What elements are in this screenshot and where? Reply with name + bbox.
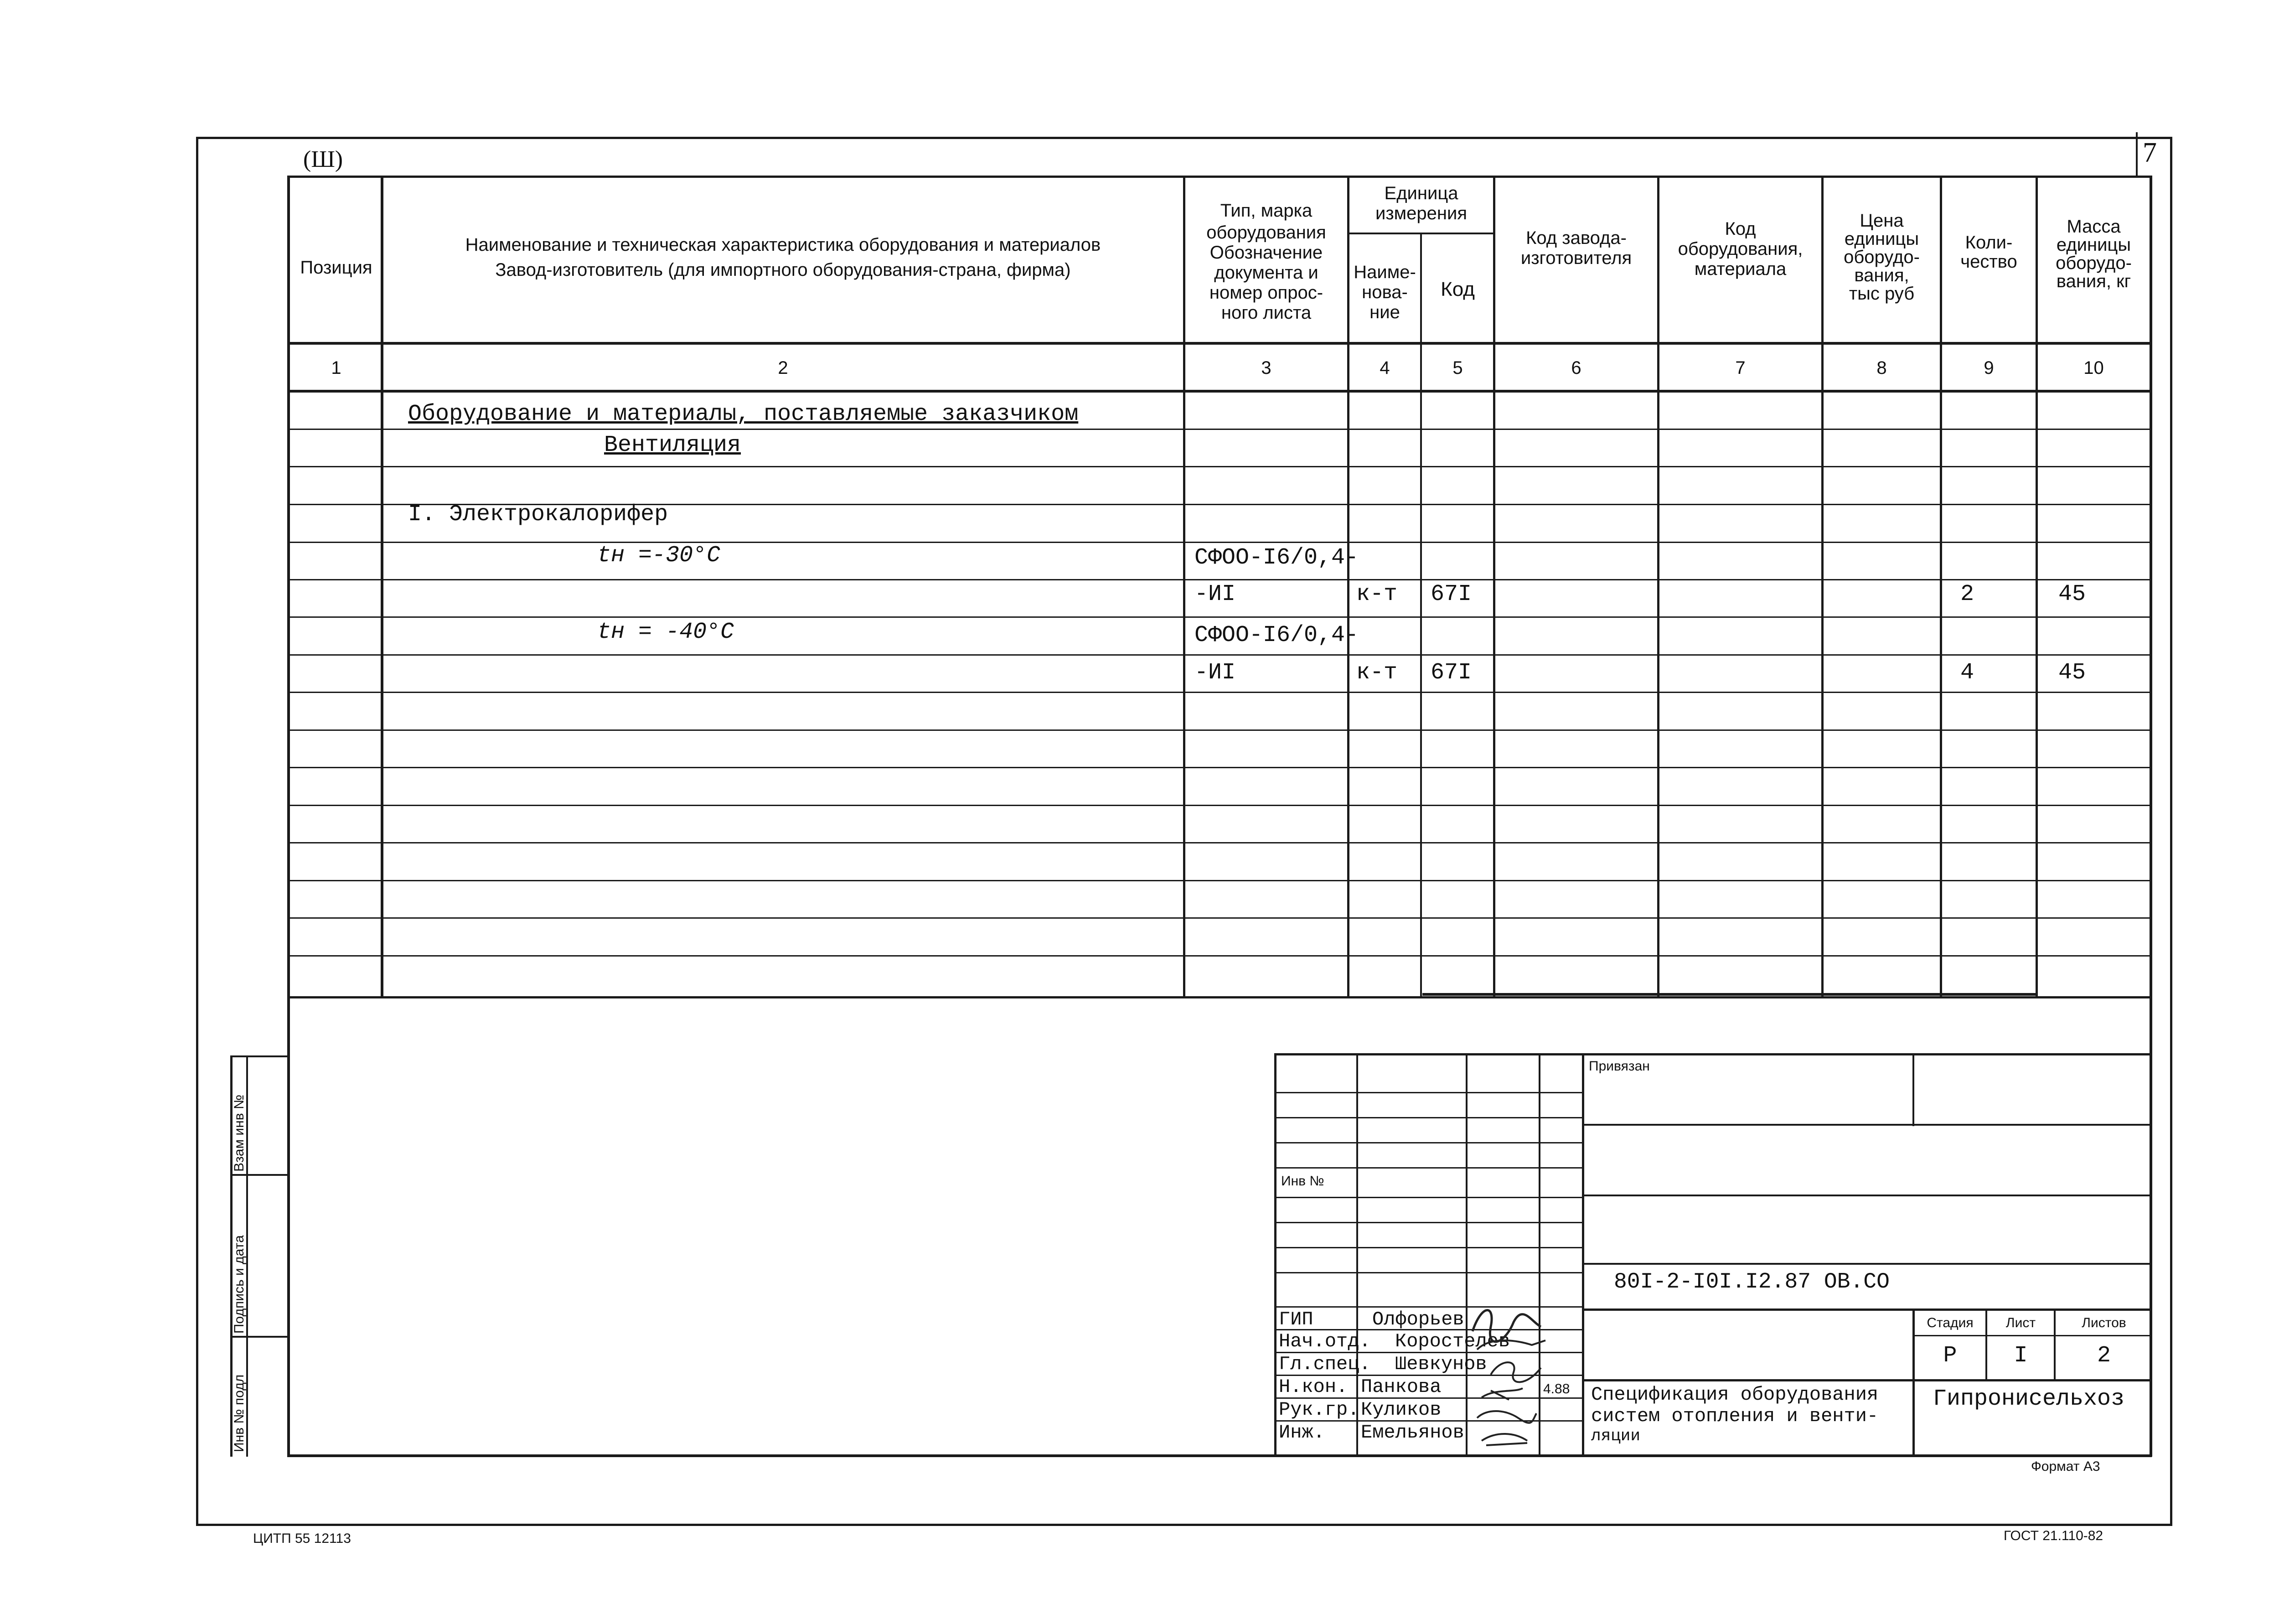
signer-role: Нач.отд. <box>1279 1330 1371 1352</box>
row-line <box>290 542 2150 543</box>
sheets-label: Листов <box>2082 1315 2126 1330</box>
col-line <box>1657 178 1659 998</box>
outer-frame-top <box>196 137 2172 139</box>
footer-right: ГОСТ 21.110-82 <box>2004 1528 2103 1543</box>
signer-role: Инж. <box>1279 1422 1325 1443</box>
col-line <box>1420 233 1422 998</box>
row-line <box>290 654 2150 656</box>
signatures-image <box>1463 1295 1582 1459</box>
header-price-line: оборудо- <box>1844 247 1920 267</box>
row-type: -ИI <box>1194 581 1236 607</box>
col-number: 1 <box>331 358 341 378</box>
signature-stroke <box>1473 1310 1541 1342</box>
row-line <box>290 616 2150 618</box>
header-equip-code-line: оборудования, <box>1678 239 1803 259</box>
tb-line <box>1276 1272 1582 1273</box>
row-desc: tн = -40°C <box>597 619 734 645</box>
header-price-line: Цена <box>1860 211 1904 231</box>
row-desc: tн =-30°C <box>597 543 721 569</box>
row-qty: 2 <box>1960 581 1974 607</box>
stage-value: Р <box>1943 1343 1957 1369</box>
row-line <box>290 729 2150 731</box>
row-code: 67I <box>1431 660 1472 686</box>
side-stamp-line <box>230 1055 289 1057</box>
organization: Гипронисельхоз <box>1933 1386 2125 1412</box>
page-number: 7 <box>2143 137 2157 168</box>
header-unit-line: Единица <box>1384 183 1458 203</box>
row-mass: 45 <box>2058 581 2086 607</box>
row-type: СФОО-I6/0,4- <box>1194 622 1359 648</box>
inv-no-orig-label: Инв № подл <box>232 1374 247 1452</box>
tb-line <box>1274 1053 1276 1457</box>
signature-stroke <box>1491 1362 1541 1382</box>
header-unit-name-line: Наиме- <box>1354 262 1416 282</box>
header-equip-code-line: Код <box>1725 219 1756 239</box>
row-type: СФОО-I6/0,4- <box>1194 545 1359 571</box>
header-type-line: документа и <box>1214 263 1318 283</box>
header-position: Позиция <box>300 258 372 278</box>
table-bottom <box>287 996 2152 998</box>
privyazan-label: Привязан <box>1589 1059 1650 1074</box>
row-qty: 4 <box>1960 660 1974 686</box>
tb-line <box>1584 1195 2152 1196</box>
signer-role: Рук.гр. <box>1279 1399 1359 1421</box>
tb-line <box>1274 1053 2152 1055</box>
tb-line <box>1276 1117 1582 1118</box>
section-title: Оборудование и материалы, поставляемые заказчиком <box>408 401 1079 427</box>
signature-stroke <box>1477 1340 1545 1350</box>
header-unit-code: Код <box>1441 278 1475 300</box>
row-line <box>290 917 2150 919</box>
header-mass-line: единицы <box>2056 235 2131 255</box>
col-number: 9 <box>1984 358 1994 378</box>
signature-date-label: Подпись и дата <box>232 1235 247 1334</box>
sheet-label: Лист <box>2005 1315 2036 1330</box>
tb-line <box>1276 1197 1582 1198</box>
header-mass-line: вания, кг <box>2056 271 2131 291</box>
row-line <box>290 429 2150 430</box>
doc-title-line: ляции <box>1591 1427 1641 1445</box>
signer-role: Н.кон. <box>1279 1376 1348 1398</box>
header-qty-line: чество <box>1960 252 2017 272</box>
tb-line <box>1276 1167 1582 1169</box>
tb-line <box>1584 1379 2152 1381</box>
tb-line <box>1584 1124 2152 1126</box>
tb-line <box>1356 1053 1358 1457</box>
col-number: 8 <box>1876 358 1887 378</box>
inner-frame-left <box>287 176 290 1457</box>
tb-line <box>1276 1247 1582 1248</box>
col-line <box>1940 178 1942 998</box>
header-price-line: тыс руб <box>1849 284 1915 304</box>
col-number: 2 <box>778 358 788 378</box>
stage-label: Стадия <box>1927 1315 1974 1330</box>
tb-line <box>1276 1222 1582 1223</box>
tb-line <box>2054 1309 2056 1381</box>
header-plant-code-line: Код завода- <box>1526 228 1627 248</box>
row-unit: к-т <box>1356 581 1398 607</box>
colnum-bottom <box>287 390 2152 393</box>
header-name-line2: Завод-изготовитель (для импортного оборудования-страна, фирма) <box>495 260 1071 280</box>
inv-no-label: Инв № <box>1281 1174 1324 1189</box>
col-number: 4 <box>1380 358 1390 378</box>
doc-code: 80I-2-I0I.I2.87 ОВ.СО <box>1614 1270 1890 1294</box>
tb-line <box>1912 1335 2152 1336</box>
row-line <box>290 466 2150 467</box>
block-line <box>1422 993 2038 996</box>
outer-frame-right <box>2170 137 2172 1525</box>
replace-inv-label: Взам инв № <box>232 1094 247 1172</box>
page-number-divider <box>2136 132 2138 176</box>
row-type: -ИI <box>1194 660 1236 686</box>
row-line <box>290 767 2150 768</box>
header-type-line: оборудования <box>1206 222 1326 243</box>
row-unit: к-т <box>1356 660 1398 686</box>
tb-line <box>1584 1309 2152 1311</box>
tb-line <box>1276 1142 1582 1143</box>
signer-name: Панкова <box>1361 1376 1442 1398</box>
row-mass: 45 <box>2058 660 2086 686</box>
col-number: 3 <box>1261 358 1271 378</box>
header-bottom <box>287 342 2152 345</box>
sheet-marker: (Ш) <box>303 146 343 172</box>
section-subtitle: Вентиляция <box>604 432 741 458</box>
col-number: 7 <box>1735 358 1746 378</box>
row-code: 67I <box>1431 581 1472 607</box>
header-type-line: ного листа <box>1221 303 1312 323</box>
row-line <box>290 955 2150 957</box>
header-unit-name-line: нова- <box>1362 282 1408 302</box>
col-line <box>2036 178 2038 998</box>
format-label: Формат А3 <box>2031 1459 2100 1474</box>
sheet-value: I <box>2014 1343 2028 1369</box>
header-price-line: единицы <box>1844 229 1919 249</box>
header-unit-line: измерения <box>1375 203 1467 223</box>
row-line <box>290 842 2150 843</box>
sign-date-note: 4.88 <box>1543 1381 1570 1396</box>
col-line <box>381 178 383 998</box>
doc-title-line: систем отопления и венти- <box>1591 1405 1879 1427</box>
sheets-value: 2 <box>2097 1343 2111 1369</box>
col-line <box>1493 178 1495 998</box>
row-line <box>290 579 2150 580</box>
item-title: I. Электрокалорифер <box>408 502 668 528</box>
footer-left: ЦИТП 55 12113 <box>253 1531 351 1546</box>
signer-name: Куликов <box>1361 1399 1442 1421</box>
signer-role: Гл.спец. <box>1279 1353 1371 1375</box>
doc-title-line: Спецификация оборудования <box>1591 1384 1879 1406</box>
outer-frame-left <box>196 137 198 1525</box>
signer-name: Олфорьев <box>1372 1309 1464 1330</box>
outer-frame-bottom <box>196 1524 2172 1526</box>
col-number: 10 <box>2083 358 2104 378</box>
col-number: 5 <box>1452 358 1463 378</box>
row-line <box>290 880 2150 881</box>
signature-stroke <box>1482 1434 1527 1445</box>
side-stamp-line <box>230 1336 289 1338</box>
inner-frame-bottom <box>287 1454 2152 1457</box>
header-type-line: Тип, марка <box>1220 201 1313 221</box>
tb-line <box>1582 1053 1584 1457</box>
unit-divider <box>1347 233 1495 234</box>
header-unit-name-line: ние <box>1369 302 1400 322</box>
header-type-line: Обозначение <box>1209 243 1323 263</box>
tb-line <box>1912 1053 1914 1126</box>
side-stamp-line <box>230 1174 289 1176</box>
header-type-line: номер опрос- <box>1209 283 1323 303</box>
signer-name: Емельянов <box>1361 1422 1464 1443</box>
header-name-line1: Наименование и техническая характеристика оборудования и материалов <box>465 235 1101 255</box>
header-mass-line: Масса <box>2067 217 2121 237</box>
signer-role: ГИП <box>1279 1309 1313 1330</box>
signer-name: Коростелев <box>1395 1330 1510 1352</box>
tb-line <box>1584 1263 2152 1265</box>
header-price-line: вания, <box>1854 265 1909 285</box>
signature-stroke <box>1482 1388 1523 1400</box>
tb-line <box>1985 1309 1987 1381</box>
row-line <box>290 805 2150 806</box>
row-line <box>290 692 2150 693</box>
header-qty-line: Коли- <box>1965 233 2013 253</box>
signer-name: Шевкунов <box>1395 1353 1487 1375</box>
header-plant-code-line: изготовителя <box>1520 248 1632 268</box>
tb-line <box>1276 1092 1582 1093</box>
inner-frame-top <box>287 176 2152 178</box>
header-mass-line: оборудо- <box>2056 253 2132 273</box>
signature-stroke <box>1477 1411 1536 1423</box>
col-number: 6 <box>1571 358 1581 378</box>
header-equip-code-line: материала <box>1694 259 1787 279</box>
